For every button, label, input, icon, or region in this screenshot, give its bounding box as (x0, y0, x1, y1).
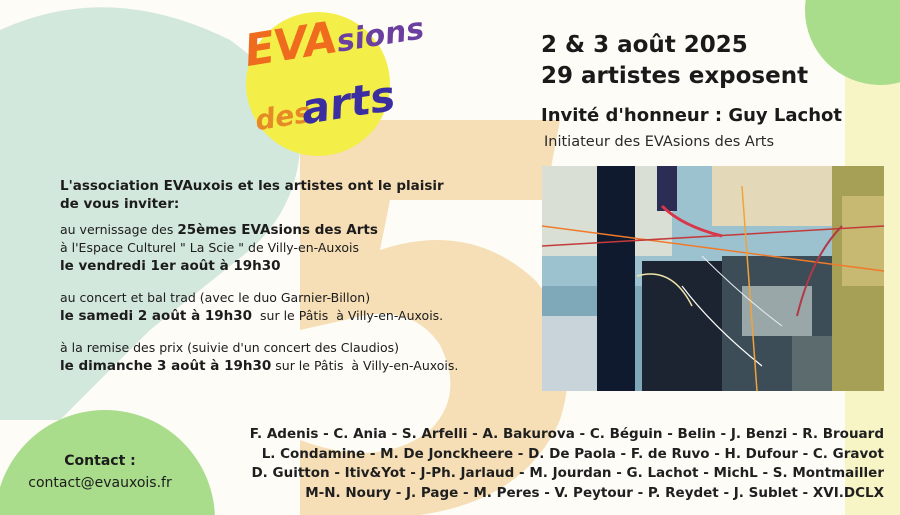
concert-line: au concert et bal trad (avec le duo Garnier-Billon) (60, 290, 371, 305)
logo-arts: arts (297, 70, 399, 135)
event-header (541, 30, 808, 92)
invitation-lead-line-2: de vous inviter: (60, 196, 180, 212)
contact-email[interactable]: contact@evauxois.fr (28, 475, 172, 491)
artists-line: M-N. Noury - J. Page - M. Peres - V. Peytour - P. Reydet - J. Sublet - XVI.DCLX (305, 484, 884, 501)
vernissage-place: à l'Espace Culturel " La Scie " de Villy-en-Auxois (60, 240, 359, 255)
vernissage-date: le vendredi 1er août à 19h30 (60, 258, 281, 274)
prize-date: le dimanche 3 août à 19h30 (60, 358, 272, 374)
artists-line: D. Guitton - Itiv&Yot - J-Ph. Jarlaud - M. Jourdan - G. Lachot - MichL - S. Montmailler (251, 465, 884, 481)
vernissage-event: 25èmes EVAsions des Arts (177, 222, 378, 238)
guest-subtitle: Initiateur des EVAsions des Arts (544, 134, 775, 150)
invitation-text (60, 177, 480, 389)
invitation-lead-line-1: L'association EVAuxois et les artistes ont le plaisir (60, 178, 444, 194)
contact-label: Contact : (64, 453, 136, 469)
vernissage-prefix: au vernissage des (60, 222, 178, 237)
logo-eva: EVA (241, 12, 341, 78)
logo-des: des (252, 95, 313, 138)
evasions-logo (235, 11, 427, 150)
artist-count: 29 artistes exposent (541, 63, 809, 89)
concert-block (60, 289, 480, 325)
logo-sions: sions (334, 11, 427, 60)
guest-of-honour: Invité d'honneur : Guy Lachot (541, 105, 842, 126)
prize-line: à la remise des prix (suivie d'un concert des Claudios) (60, 340, 400, 355)
prize-place: sur le Pâtis à Villy-en-Auxois. (271, 358, 459, 373)
invitation-lead (60, 177, 480, 213)
prize-block (60, 339, 480, 375)
artists-line: F. Adenis - C. Ania - S. Arfelli - A. Bakurova - C. Béguin - Belin - J. Benzi - R. Brouard (249, 426, 884, 442)
concert-date: le samedi 2 août à 19h30 (60, 308, 253, 324)
artists-line: L. Condamine - M. De Jonckheere - D. De Paola - F. de Ruvo - H. Dufour - C. Gravot (261, 445, 884, 462)
artists-list (250, 425, 884, 503)
abstract-painting (542, 166, 884, 391)
vernissage-block (60, 221, 480, 275)
event-dates: 2 & 3 août 2025 (541, 32, 748, 58)
contact-block (20, 450, 180, 494)
concert-place: sur le Pâtis à Villy-en-Auxois. (252, 308, 444, 323)
